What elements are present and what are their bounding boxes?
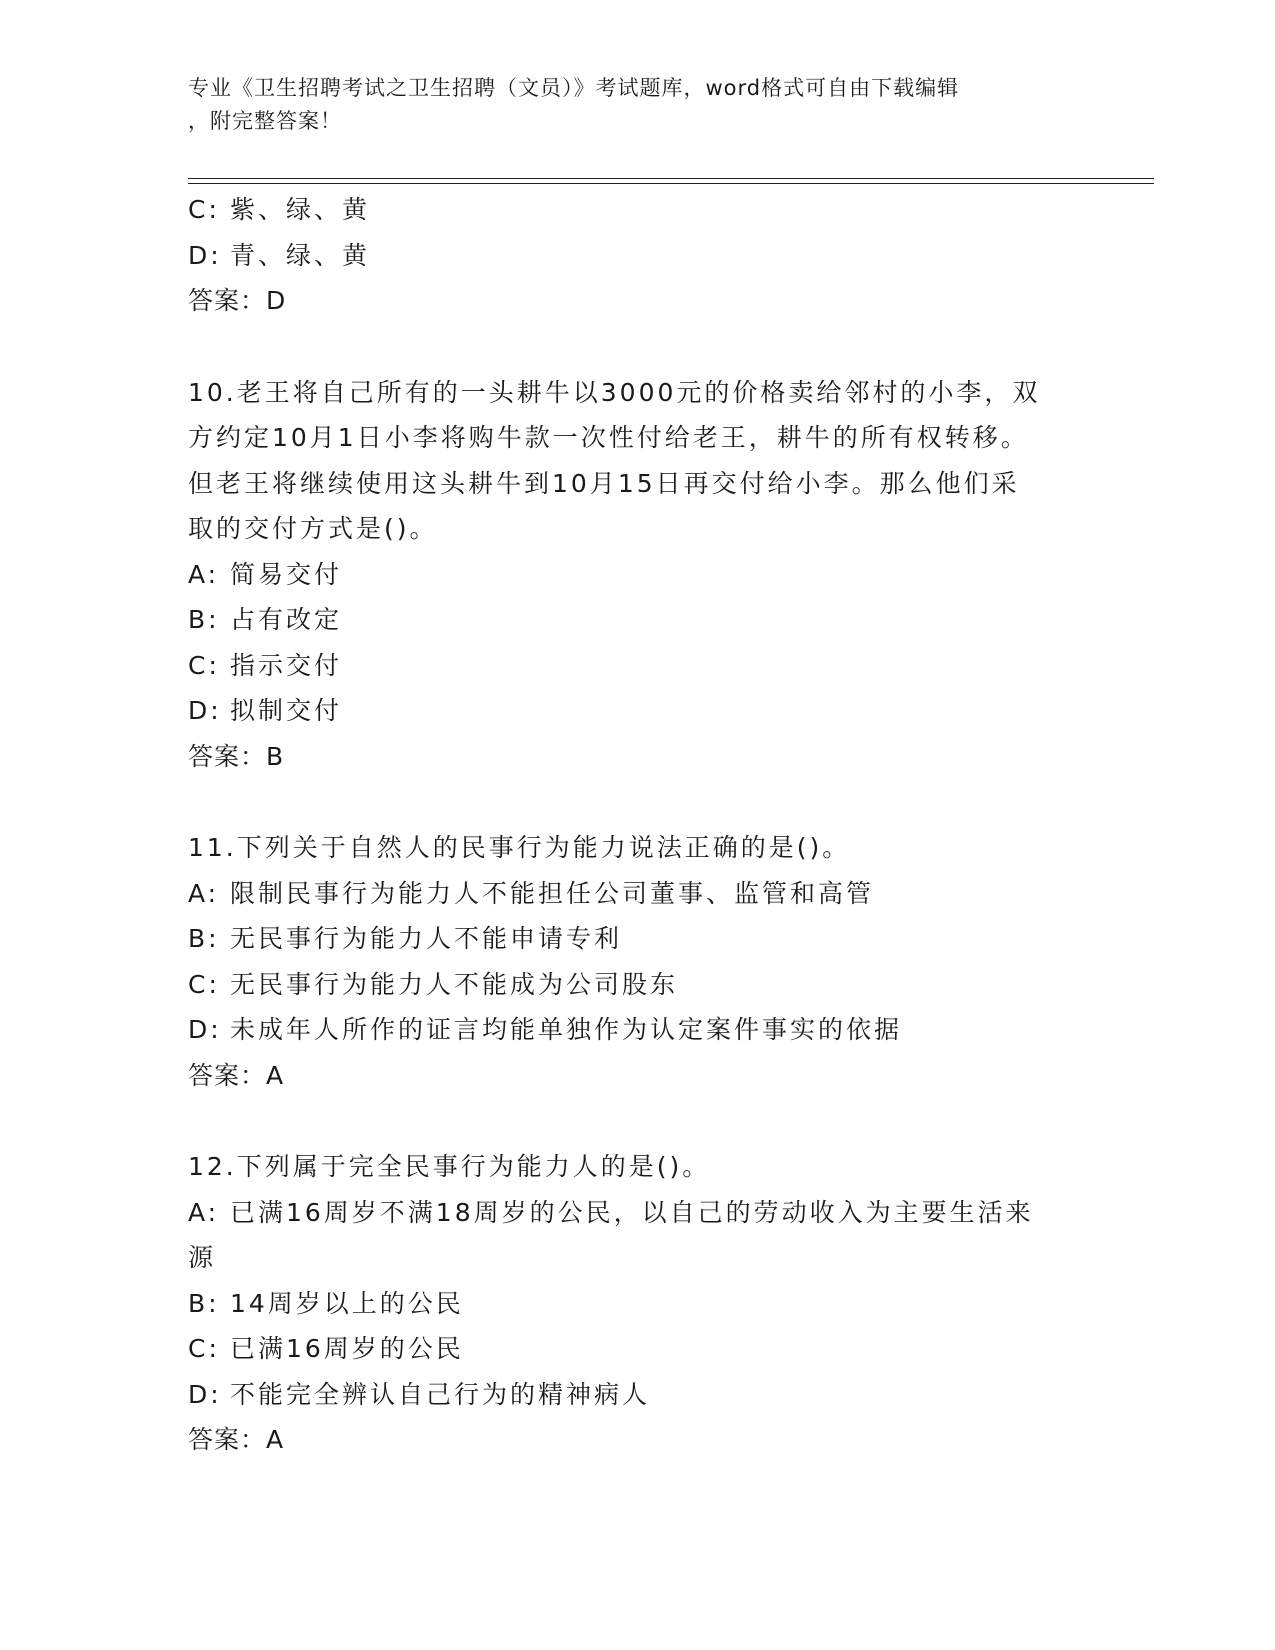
answer-line: 答案：D: [188, 286, 287, 315]
option-key: A:: [188, 559, 220, 589]
question-11: [188, 825, 1088, 1098]
option-key: B:: [188, 1288, 220, 1318]
option-line: [188, 552, 1088, 598]
option-text: 紫、绿、黄: [230, 195, 371, 224]
option-line: [188, 597, 1088, 643]
option-text: 未成年人所作的证言均能单独作为认定案件事实的依据: [230, 1015, 903, 1044]
option-line: [188, 643, 1088, 689]
question-stem-line: 方约定10月1日小李将购牛款一次性付给老王，耕牛的所有权转移。: [188, 423, 1029, 452]
question-12: [188, 1144, 1088, 1463]
answer-line: 答案：A: [188, 1060, 285, 1090]
option-key: D:: [188, 1015, 222, 1044]
option-key: D:: [188, 240, 222, 270]
option-text: 青、绿、黄: [230, 240, 371, 270]
answer-line: 答案：A: [188, 1425, 285, 1454]
option-continuation: 源: [188, 1243, 217, 1272]
option-text: 无民事行为能力人不能申请专利: [230, 924, 623, 953]
header-rule-bottom: [188, 183, 1154, 184]
option-line: [188, 1326, 1088, 1372]
option-line: [188, 1190, 1088, 1236]
question-stem-line: 取的交付方式是()。: [188, 514, 438, 543]
answer-line: 答案：B: [188, 741, 285, 771]
header-rule-top: [188, 178, 1154, 179]
option-text: 已满16周岁的公民: [230, 1334, 464, 1363]
option-key: C:: [188, 650, 220, 680]
option-text: 简易交付: [230, 559, 343, 589]
option-key: B:: [188, 924, 220, 953]
option-key: A:: [188, 878, 220, 908]
option-key: B:: [188, 605, 220, 634]
question-10: [188, 370, 1088, 780]
document-header: [188, 72, 1068, 138]
spacer: [188, 779, 1088, 825]
option-text: 占有改定: [230, 605, 343, 634]
option-line: [188, 233, 1088, 279]
question-stem-line: 12.下列属于完全民事行为能力人的是()。: [188, 1152, 711, 1181]
option-key: D:: [188, 696, 222, 725]
option-text: 拟制交付: [230, 696, 343, 725]
question-stem-line: 11.下列关于自然人的民事行为能力说法正确的是()。: [188, 833, 851, 862]
spacer: [188, 1098, 1088, 1144]
option-text: 已满16周岁不满18周岁的公民，以自己的劳动收入为主要生活来: [230, 1197, 1034, 1227]
option-key: C:: [188, 969, 220, 999]
carryover-block: [188, 187, 1088, 324]
option-line: [188, 1372, 1088, 1418]
question-stem-line: 但老王将继续使用这头耕牛到10月15日再交付给小李。那么他们采: [188, 468, 1020, 498]
option-line: [188, 1281, 1088, 1327]
option-line: [188, 962, 1088, 1008]
option-text: 不能完全辨认自己行为的精神病人: [230, 1379, 651, 1409]
document-body: [188, 187, 1088, 1463]
option-line: [188, 871, 1088, 917]
option-text: 指示交付: [230, 650, 343, 680]
option-line: [188, 688, 1088, 734]
option-text: 限制民事行为能力人不能担任公司董事、监管和高管: [230, 878, 875, 908]
header-line-1: 专业《卫生招聘考试之卫生招聘（文员）》考试题库，word格式可自由下载编辑: [188, 76, 960, 100]
spacer: [188, 324, 1088, 370]
option-key: C:: [188, 1334, 220, 1363]
question-stem-line: 10.老王将自己所有的一头耕牛以3000元的价格卖给邻村的小李，双: [188, 377, 1041, 407]
option-key: C:: [188, 195, 220, 224]
option-key: A:: [188, 1197, 220, 1227]
option-line: [188, 187, 1088, 233]
option-text: 14周岁以上的公民: [230, 1288, 464, 1318]
header-line-2: ，附完整答案！: [188, 109, 342, 133]
option-line: [188, 916, 1088, 962]
option-line: [188, 1007, 1088, 1053]
option-text: 无民事行为能力人不能成为公司股东: [230, 969, 679, 999]
option-key: D:: [188, 1379, 222, 1409]
